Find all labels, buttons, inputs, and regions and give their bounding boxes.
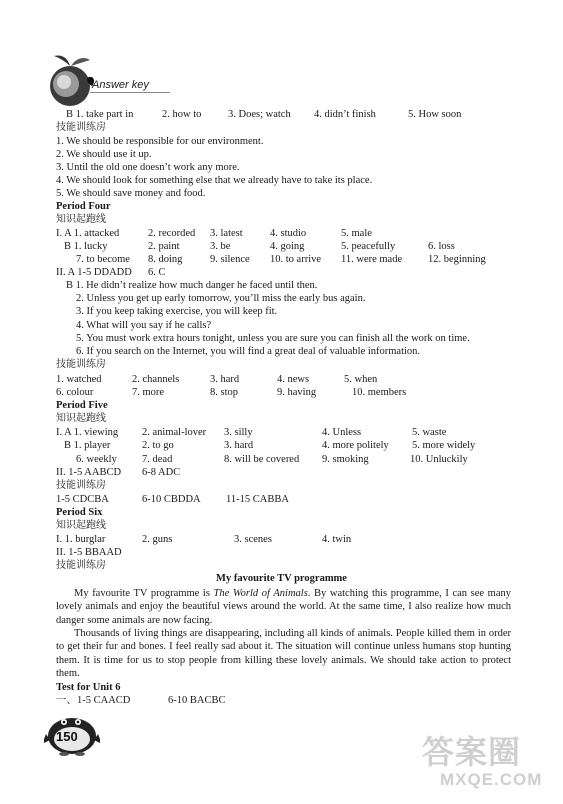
section-label: 知识起跑线 — [56, 413, 106, 424]
essay-text: My favourite TV programme is — [74, 588, 214, 599]
answer-cell: 4. more politely — [322, 440, 389, 451]
answer-cell: 3. scenes — [234, 534, 272, 545]
answer-cell: II. 1-5 AABCD — [56, 467, 122, 478]
answer-cell: 6. C — [148, 267, 166, 278]
answer-cell: 1. watched — [56, 374, 102, 385]
answer-line: 4. We should look for something else that we already have to take its place. — [56, 175, 373, 186]
answer-cell: 2. channels — [132, 374, 180, 385]
answer-cell: 6-10 CBDDA — [142, 494, 201, 505]
header-label: Answer key — [92, 79, 149, 91]
answer-cell: 2. animal-lover — [142, 427, 207, 438]
essay-title: My favourite TV programme — [216, 573, 347, 584]
answer-cell: B 1. take part in — [66, 109, 134, 120]
answer-cell: B 1. player — [64, 440, 111, 451]
answer-cell: 3. latest — [210, 228, 243, 239]
answer-cell: 7. dead — [142, 454, 173, 465]
answer-cell: 5. waste — [412, 427, 447, 438]
answer-line: 2. Unless you get up early tomorrow, you’ll miss the early bus again. — [76, 293, 366, 304]
answer-cell: 9. having — [277, 387, 317, 398]
answer-cell: 5. peacefully — [341, 241, 396, 252]
header-underline — [90, 92, 170, 93]
answer-cell: 7. to become — [76, 254, 130, 265]
answer-line: 5. We should save money and food. — [56, 188, 206, 199]
section-label: 技能训练房 — [56, 359, 106, 370]
answer-cell: 2. how to — [162, 109, 202, 120]
answer-cell: II. A 1-5 DDADD — [56, 267, 132, 278]
answer-cell: I. A 1. viewing — [56, 427, 119, 438]
answer-cell: 4. news — [277, 374, 310, 385]
answer-cell: 10. Unluckily — [410, 454, 468, 465]
answer-cell: 一、1-5 CAACD — [56, 695, 131, 706]
period-heading: Period Six — [56, 507, 103, 518]
section-label: 知识起跑线 — [56, 520, 106, 531]
answer-cell: 9. smoking — [322, 454, 369, 465]
answer-cell: 4. going — [270, 241, 305, 252]
essay-paragraph-2: Thousands of living things are disappearing, including all kinds of animals. People killed them in order to get their fur and bones. I feel really sad about it. The situation will continue unless humans stop hunting them. It is time for us to stop people from killing these lovely animals. We should take action to protect them. — [56, 628, 511, 680]
section-label: 技能训练房 — [56, 480, 106, 491]
answer-cell: 5. How soon — [408, 109, 462, 120]
answer-cell: 4. studio — [270, 228, 307, 239]
answer-cell: I. 1. burglar — [56, 534, 106, 545]
answer-cell: 5. male — [341, 228, 372, 239]
answer-cell: 8. will be covered — [224, 454, 300, 465]
essay-text: . By watching this programme, I can see many lovely animals and enjoy the beautiful views around the world. At the same time, I also realize how much danger some animals are now facing. — [56, 588, 511, 626]
answer-cell: 5. when — [344, 374, 378, 385]
answer-cell: 2. to go — [142, 440, 174, 451]
section-label: 知识起跑线 — [56, 214, 106, 225]
answer-cell: 10. to arrive — [270, 254, 322, 265]
answer-cell: 4. twin — [322, 534, 352, 545]
answer-cell: 3. Does; watch — [228, 109, 291, 120]
answer-cell: 6-10 BACBC — [168, 695, 226, 706]
answer-cell: 4. Unless — [322, 427, 362, 438]
answer-cell: B 1. lucky — [64, 241, 108, 252]
answer-line: 3. Until the old one doesn’t work any more. — [56, 162, 240, 173]
answer-cell: 11-15 CABBA — [226, 494, 289, 505]
apple-logo-icon — [40, 52, 100, 108]
answer-cell: 8. stop — [210, 387, 239, 398]
period-heading: Period Four — [56, 201, 111, 212]
answer-cell: 1-5 CDCBA — [56, 494, 109, 505]
watermark-logo: 答案圈 — [422, 734, 522, 770]
answer-cell: 3. hard — [224, 440, 254, 451]
answer-cell: 3. hard — [210, 374, 240, 385]
essay-paragraph-1 — [56, 587, 511, 627]
answer-cell: 11. were made — [341, 254, 403, 265]
answer-cell: 2. paint — [148, 241, 180, 252]
answer-line: 4. What will you say if he calls? — [76, 320, 212, 331]
answer-cell: 2. guns — [142, 534, 173, 545]
answer-line: 3. If you keep taking exercise, you will keep fit. — [76, 306, 278, 317]
answer-cell: 7. more — [132, 387, 165, 398]
answer-cell: 9. silence — [210, 254, 250, 265]
test-heading: Test for Unit 6 — [56, 682, 121, 693]
answer-cell: I. A 1. attacked — [56, 228, 120, 239]
section-label: 技能训练房 — [56, 122, 106, 133]
answer-cell: 4. didn’t finish — [314, 109, 376, 120]
answer-cell: 6. loss — [428, 241, 455, 252]
answer-line: B 1. He didn’t realize how much danger he faced until then. — [66, 280, 318, 291]
answer-cell: 10. members — [352, 387, 407, 398]
answer-cell: 6. colour — [56, 387, 94, 398]
answer-line: 5. You must work extra hours tonight, unless you are sure you can finish all the work on time. — [76, 333, 470, 344]
watermark-url: MXQE.COM — [440, 770, 543, 789]
answer-line: 6. If you search on the Internet, you will find a great deal of valuable information. — [76, 346, 421, 357]
answer-cell: 2. recorded — [148, 228, 196, 239]
programme-name: The World of Animals — [213, 588, 308, 599]
answer-line: II. 1-5 BBAAD — [56, 547, 122, 558]
period-heading: Period Five — [56, 400, 108, 411]
section-label: 技能训练房 — [56, 560, 106, 571]
answer-cell: 5. more widely — [412, 440, 476, 451]
answer-cell: 3. silly — [224, 427, 253, 438]
answer-cell: 3. be — [210, 241, 231, 252]
answer-cell: 6-8 ADC — [142, 467, 181, 478]
answer-line: 2. We should use it up. — [56, 149, 152, 160]
answer-cell: 8. doing — [148, 254, 183, 265]
answer-cell: 6. weekly — [76, 454, 117, 465]
answer-line: 1. We should be responsible for our environment. — [56, 136, 264, 147]
page-number: 150 — [56, 729, 78, 744]
answer-cell: 12. beginning — [428, 254, 486, 265]
